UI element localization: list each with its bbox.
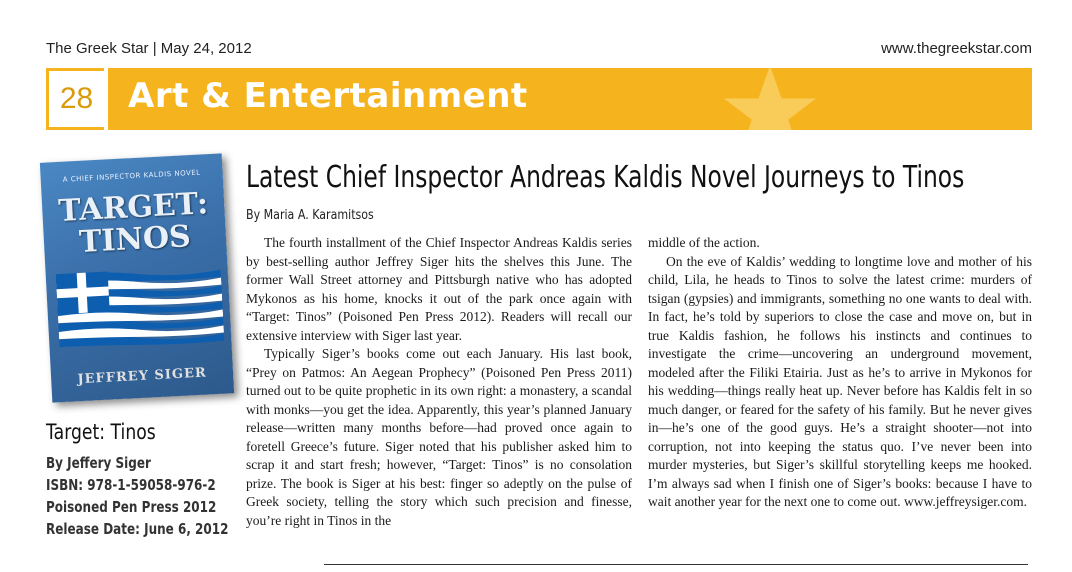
book-cover-title <box>42 187 227 260</box>
section-banner <box>46 68 1032 130</box>
paragraph: The fourth installment of the Chief Inspector Andreas Kaldis series by best-selling author Jeffrey Siger hits the shelves this June. The former Wall Street attorney and Pittsburgh native who has adopted Mykonos as his home, knocks it out of the park once again with “Target: Tinos” (Poisoned Pen Press 2012). Readers will recall our extensive interview with Siger last year. <box>246 235 632 343</box>
paragraph: On the eve of Kaldis’ wedding to longtime love and mother of his child, Lila, he heads to Tinos to solve the latest crime: murders of tsigan (gypsies) and immigrants, something no one wants to deal with. In fact, he’s told by superiors to close the case and move on, but in true Kaldis fashion, he follows his instincts and continues to investigate the crime—uncovering an underground movement, modeled after the Filiki Etairia. Just as he’s to arrive in Mykonos for his wedding—things really heat up. Never before has Kaldis felt in so much danger, or feared for the safety of his family. But he never gives in—he’s one of the good guys. He’s a straight shooter—not into corruption, not into keeping the status quo. I’ve never been into murder mysteries, but Siger’s skillful storytelling keeps me hooked. I’m always sad when I finish one of Siger’s books: because I have to wait another year for the next one to come out. www.jeffreysiger.com. <box>648 253 1032 509</box>
masthead-date: The Greek Star | May 24, 2012 <box>46 40 252 57</box>
book-cover-author: JEFFREY SIGER <box>77 365 208 388</box>
caption-title: Target: Tinos <box>46 420 156 444</box>
caption-publisher: Poisoned Pen Press 2012 <box>46 498 217 516</box>
article-column-1 <box>246 234 632 530</box>
star-icon <box>722 68 818 130</box>
paragraph-continued: middle of the action. <box>648 235 760 250</box>
book-cover-image <box>40 153 234 402</box>
page-number: 28 <box>46 68 104 130</box>
masthead-url[interactable]: www.thegreekstar.com <box>881 40 1032 57</box>
book-title-line1: TARGET: <box>57 186 209 229</box>
article-headline: Latest Chief Inspector Andreas Kaldis Novel Journeys to Tinos <box>246 160 965 195</box>
article-column-2 <box>648 234 1032 512</box>
article-byline: By Maria A. Karamitsos <box>246 208 374 223</box>
caption-isbn: ISBN: 978-1-59058-976-2 <box>46 476 216 494</box>
greek-flag-icon <box>56 264 225 353</box>
section-title: Art & Entertainment <box>128 76 528 116</box>
book-title-line2: TINOS <box>78 219 192 260</box>
book-series-label: A CHIEF INSPECTOR KALDIS NOVEL <box>62 168 201 184</box>
bottom-rule <box>324 564 1028 565</box>
banner-divider <box>104 68 108 130</box>
paragraph: Typically Siger’s books come out each January. His last book, “Prey on Patmos: An Aegean Prophecy” (Poisoned Pen Press 2011) turned out to be quite prophetic in its own right: a monastery, a scandal with monks—you get the idea. Apparently, this year’s planned January release—written many months before—had proved once again to foretell Greece’s future. Siger noted that his publisher asked him to scrap it and start fresh; however, “Target: Tinos” is no consolation prize. The book is Siger at his best: finger so adeptly on the pulse of Greek society, telling the story which such precision and finesse, you’re right in Tinos in the <box>246 346 632 528</box>
caption-author: By Jeffery Siger <box>46 454 151 472</box>
caption-release-date: Release Date: June 6, 2012 <box>46 520 229 538</box>
